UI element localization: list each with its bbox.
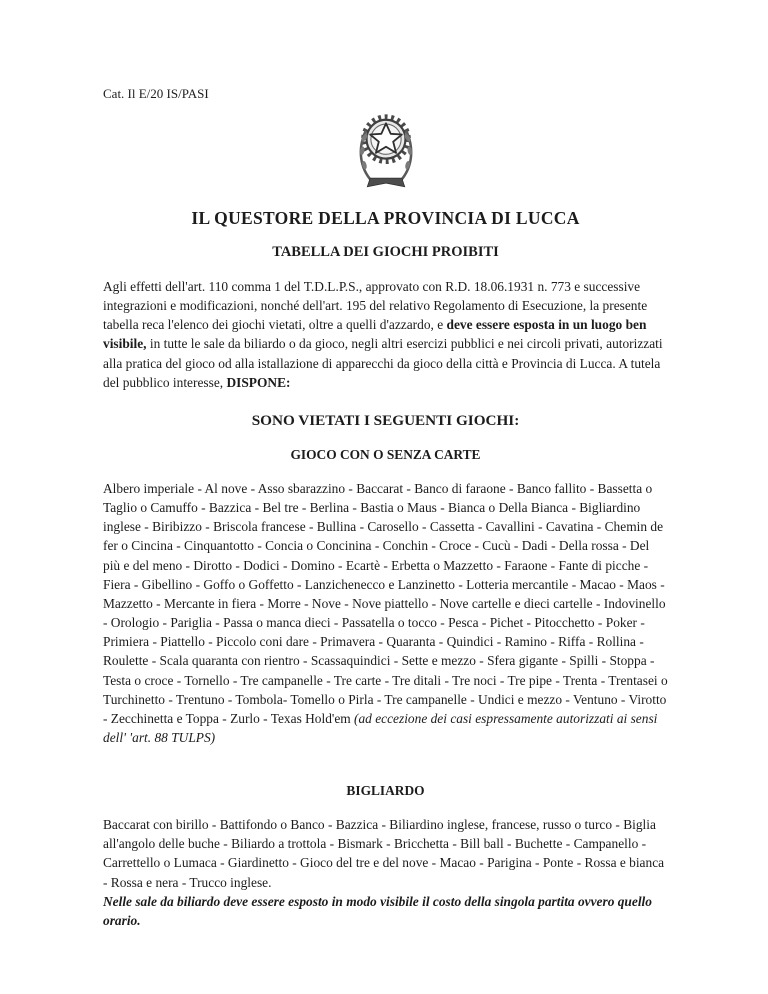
emblem-container xyxy=(103,106,668,194)
intro-text-1: Agli effetti dell'art. 110 comma 1 del T.D.L.P.S., approvato con R.D. 18.06.1931 n. 773 e successive integrazioni e modificazioni, nonché dell'art. 195 del relativo Regolamento di Esecuzione, la presente tabella reca l'elenco dei giochi vietati, oltre a quelli d'azzardo, e xyxy=(103,279,648,333)
intro-paragraph xyxy=(103,277,668,392)
billiards-list-text: Baccarat con birillo - Battifondo o Banco - Bazzica - Biliardino inglese, francese, russo o turco - Biglia all'angolo delle buche - Biliardo a trottola - Bismark - Bricchetta - Bill ball - Buchette - Campanello - Carrettello o Lumaca - Giardinetto - Gioco del tre e del nove - Macao - Parigina - Ponte - Rossa e bianca - Rossa e nera - Trucco inglese. xyxy=(103,817,665,890)
forbidden-games-heading: SONO VIETATI I SEGUENTI GIOCHI: xyxy=(251,411,520,429)
card-games-heading: GIOCO CON O SENZA CARTE xyxy=(290,446,481,462)
page-title: IL QUESTORE DELLA PROVINCIA DI LUCCA xyxy=(191,208,580,228)
card-games-list-text: Albero imperiale - Al nove - Asso sbarazzino - Baccarat - Banco di faraone - Banco fallito - Bassetta o Taglio o Camuffo - Bazzica - Bel tre - Berlina - Bastia o Maus - Bianca o Della Bianca - Bigliardino inglese - Biribizzo - Briscola francese - Bullina - Carosello - Cassetta - Cavallini - Cavatina - Chemin de fer o Cincina - Cinquantotto - Concia o Concinina - Conchin - Croce - Cucù - Dadi - Della rossa - Del più e del meno - Dirotto - Dodici - Domino - Ecartè - Erbetta o Mazzetto - Faraone - Fante di picche - Fiera - Gibellino - Goffo o Goffetto - Lanzichenecco e Lanzinetto - Lotteria mercantile - Macao - Maos - Mazzetto - Mercante in fiera - Morre - Nove - Nove piattello - Nove cartelle e dieci cartelle - Indovinello - Orologio - Pariglia - Passa o manca dieci - Passatella o tocco - Pesca - Pichet - Pitocchetto - Poker - Primiera - Piattello - Piccolo coni dare - Primavera - Quaranta - Quindici - Ramino - Riffa - Rollina - Roulette - Scala quaranta con rientro - Scassaquindici - Sette e mezzo - Sfera gigante - Spilli - Stoppa - Testa o croce - Tornello - Tre campanelle - Tre carte - Tre ditali - Tre noci - Tre pipe - Trenta - Trentasei o Turchinetto - Trentuno - Tombola- Tomello o Pirla - Tre campanelle - Undici e mezzo - Ventuno - Virotto - Zecchinetta e Toppa - Zurlo - Texas Hold'em xyxy=(103,480,668,726)
category-reference: Cat. Il E/20 IS/PASI xyxy=(103,86,209,101)
card-games-exception-note: (ad eccezione dei casi espressamente autorizzati ai sensi dell' 'art. 88 TULPS) xyxy=(103,710,658,745)
card-games-list xyxy=(103,479,668,747)
italian-republic-emblem-icon xyxy=(350,181,422,198)
billiards-heading: BIGLIARDO xyxy=(346,783,425,799)
page-subtitle: TABELLA DEI GIOCHI PROIBITI xyxy=(272,244,499,260)
intro-bold-2: DISPONE: xyxy=(226,374,291,390)
intro-text-2: in tutte le sale da biliardo o da gioco, negli altri esercizi pubblici e nei circoli privati, autorizzati alla pratica del gioco od alla istallazione di apparecchi da gioco della città e Provincia di Lucca. A tutela del pubblico interesse, xyxy=(103,336,663,390)
intro-bold-1: deve essere esposta in un luogo ben visibile, xyxy=(103,317,647,352)
billiards-list xyxy=(103,815,668,930)
billiards-price-note: Nelle sale da biliardo deve essere esposto in modo visibile il costo della singola partita ovvero quello orario. xyxy=(103,893,652,928)
